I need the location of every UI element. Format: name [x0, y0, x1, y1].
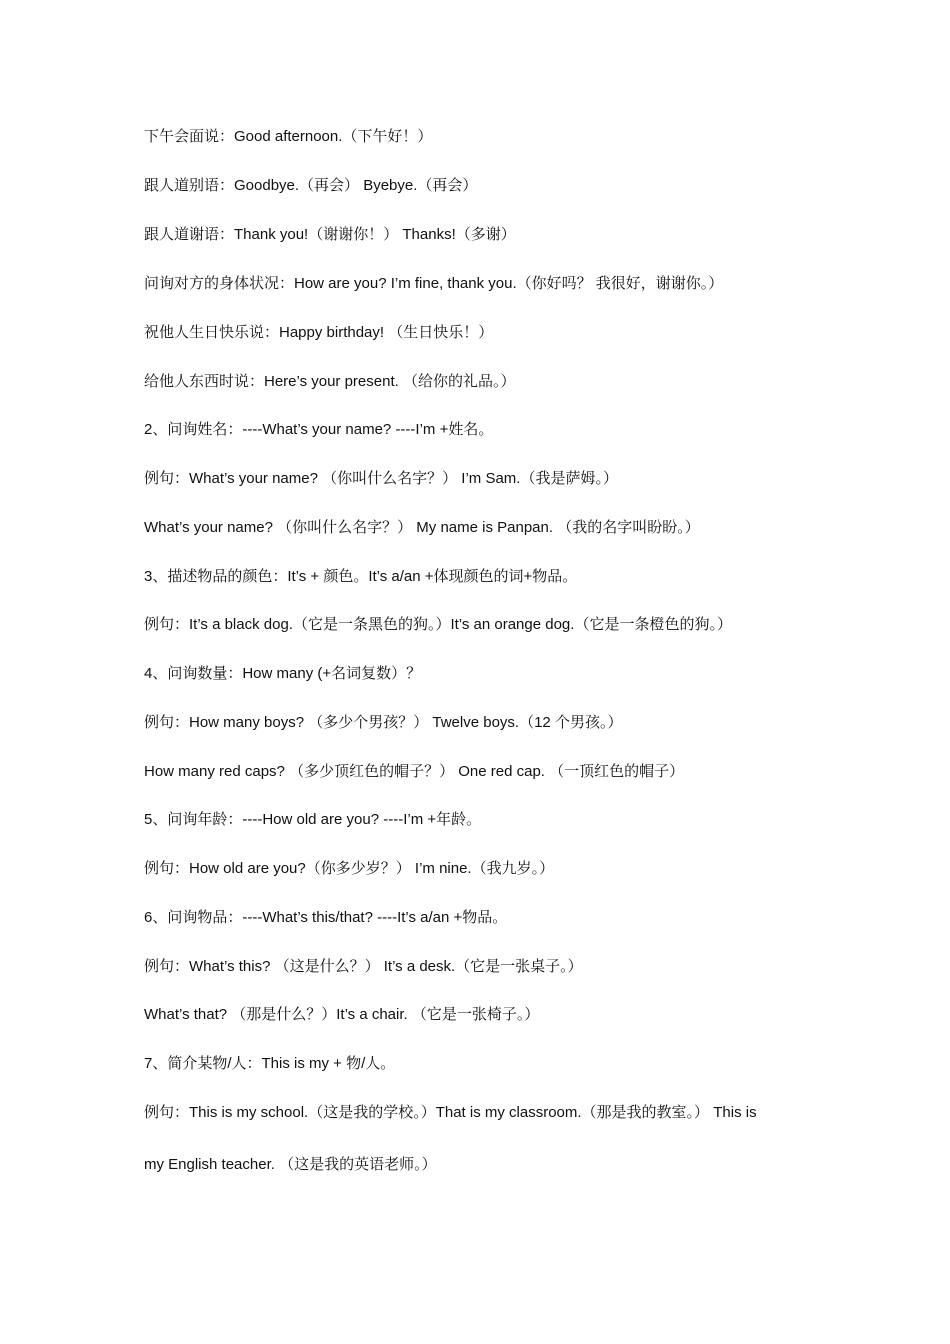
line-happy-birthday: 祝他人生日快乐说：Happy birthday! （生日快乐！）	[144, 324, 494, 341]
section-heading-introduce: 7、简介某物/人：This is my + 物/人。	[144, 1055, 396, 1072]
example-introduce-2: my English teacher. （这是我的英语老师。）	[144, 1156, 437, 1173]
example-age: 例句：How old are you?（你多少岁？） I’m nine.（我九岁。）	[144, 860, 555, 877]
section-heading-name: 2、问询姓名：----What’s your name? ----I’m +姓名。	[144, 421, 494, 438]
line-present: 给他人东西时说：Here’s your present. （给你的礼品。）	[144, 373, 516, 390]
example-name-1: 例句：What’s your name? （你叫什么名字？） I’m Sam.（我是萨姆。）	[144, 470, 618, 487]
line-how-are-you: 问询对方的身体状况：How are you? I’m fine, thank you.（你好吗？ 我很好，谢谢你。）	[144, 275, 724, 292]
example-quantity-2: How many red caps? （多少顶红色的帽子？） One red cap. （一顶红色的帽子）	[144, 763, 685, 780]
example-introduce-1: 例句：This is my school.（这是我的学校。）That is my classroom.（那是我的教室。） This is	[144, 1104, 757, 1121]
example-object-2: What’s that? （那是什么？）It’s a chair. （它是一张椅子。）	[144, 1006, 540, 1023]
line-thanks: 跟人道谢语：Thank you!（谢谢你！） Thanks!（多谢）	[144, 226, 516, 243]
section-heading-age: 5、问询年龄：----How old are you? ----I’m +年龄。	[144, 811, 482, 828]
section-heading-quantity: 4、问询数量：How many (+名词复数）？	[144, 665, 422, 682]
section-heading-color: 3、描述物品的颜色：It’s + 颜色。It’s a/an +体现颜色的词+物品。	[144, 568, 578, 585]
line-greeting-afternoon: 下午会面说：Good afternoon.（下午好！）	[144, 128, 433, 145]
example-quantity-1: 例句：How many boys? （多少个男孩？） Twelve boys.（12 个男孩。）	[144, 714, 623, 731]
section-heading-object: 6、问询物品：----What’s this/that? ----It’s a/an +物品。	[144, 909, 508, 926]
example-name-2: What’s your name? （你叫什么名字？） My name is Panpan. （我的名字叫盼盼。）	[144, 519, 700, 536]
line-goodbye: 跟人道别语：Goodbye.（再会） Byebye.（再会）	[144, 177, 478, 194]
example-color: 例句：It’s a black dog.（它是一条黑色的狗。）It’s an orange dog.（它是一条橙色的狗。）	[144, 616, 732, 633]
example-object-1: 例句：What’s this? （这是什么？） It’s a desk.（它是一张桌子。）	[144, 958, 583, 975]
